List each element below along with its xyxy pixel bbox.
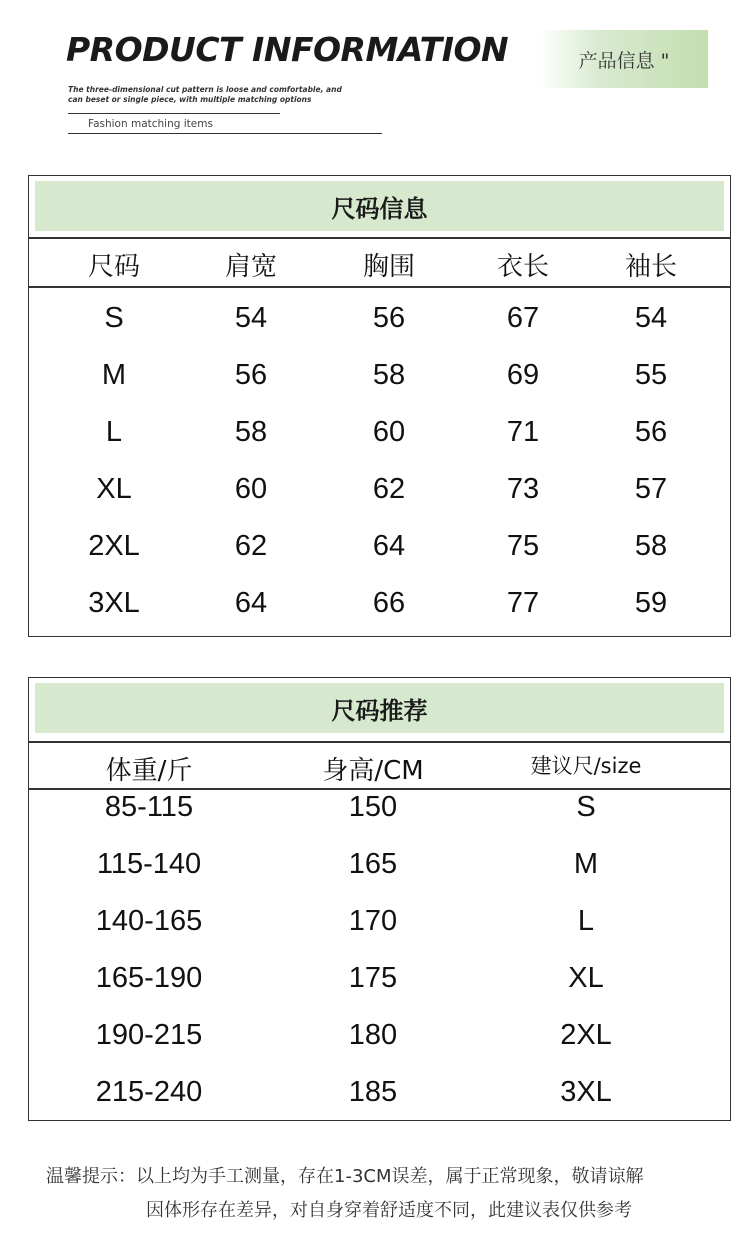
- divider: [29, 741, 730, 743]
- divider: [29, 788, 730, 790]
- table-cell: 165-190: [95, 962, 203, 994]
- table-cell: XL: [568, 962, 604, 994]
- table-cell: M: [101, 359, 127, 391]
- table-cell: M: [573, 848, 599, 880]
- table-cell: 54: [234, 302, 268, 334]
- table-cell: 77: [506, 587, 540, 619]
- divider: [29, 286, 730, 288]
- table-cell: 185: [348, 1076, 398, 1108]
- divider: [68, 133, 382, 134]
- table-cell: 59: [634, 587, 668, 619]
- column-header: 胸围: [362, 252, 416, 282]
- table-cell: 64: [372, 530, 406, 562]
- table-cell: 60: [234, 473, 268, 505]
- table-cell: S: [104, 302, 124, 334]
- table-cell: 190-215: [95, 1019, 203, 1051]
- table-cell: L: [577, 905, 595, 937]
- table-cell: 75: [506, 530, 540, 562]
- table-cell: 57: [634, 473, 668, 505]
- table-cell: 54: [634, 302, 668, 334]
- size-recommend-title: 尺码推荐: [35, 683, 724, 733]
- divider: [68, 113, 280, 114]
- table-cell: 69: [506, 359, 540, 391]
- column-header: 袖长: [624, 252, 678, 282]
- table-cell: 165: [348, 848, 398, 880]
- table-cell: XL: [96, 473, 132, 505]
- size-info-title: 尺码信息: [35, 181, 724, 231]
- table-cell: 55: [634, 359, 668, 391]
- table-cell: 60: [372, 416, 406, 448]
- notice-line-1: 温馨提示：以上均为手工测量，存在1-3CM误差，属于正常现象，敬请谅解: [46, 1166, 644, 1187]
- subtitle-line-2: can beset or single piece, with multiple matching options: [68, 95, 312, 104]
- section-badge: 产品信息 ": [540, 30, 708, 88]
- table-cell: 180: [348, 1019, 398, 1051]
- notice-line-2: 因体形存在差异，对自身穿着舒适度不同，此建议表仅供参考: [146, 1200, 632, 1221]
- table-cell: 170: [348, 905, 398, 937]
- column-header: 体重/斤: [105, 756, 193, 786]
- subtitle-line-1: The three-dimensional cut pattern is loose and comfortable, and: [68, 85, 342, 94]
- table-cell: S: [576, 791, 596, 823]
- table-cell: 66: [372, 587, 406, 619]
- table-cell: 3XL: [560, 1076, 612, 1108]
- table-cell: 3XL: [88, 587, 140, 619]
- column-header: 身高/CM: [322, 756, 424, 786]
- table-cell: 215-240: [95, 1076, 203, 1108]
- table-cell: 56: [634, 416, 668, 448]
- table-cell: 115-140: [96, 848, 202, 880]
- table-cell: 71: [506, 416, 540, 448]
- page-title: PRODUCT INFORMATION: [66, 30, 509, 69]
- column-header: 建议尺/size: [530, 754, 642, 778]
- table-cell: 58: [234, 416, 268, 448]
- table-cell: 58: [634, 530, 668, 562]
- table-cell: 56: [234, 359, 268, 391]
- table-cell: 64: [234, 587, 268, 619]
- column-header: 肩宽: [224, 252, 278, 282]
- table-cell: 2XL: [560, 1019, 612, 1051]
- table-cell: 140-165: [95, 905, 203, 937]
- column-header: 衣长: [496, 252, 550, 282]
- divider: [29, 237, 730, 239]
- size-info-table: [28, 175, 731, 637]
- table-cell: 67: [506, 302, 540, 334]
- table-cell: 85-115: [104, 791, 194, 823]
- table-cell: 175: [348, 962, 398, 994]
- size-recommend-table: [28, 677, 731, 1121]
- table-cell: 56: [372, 302, 406, 334]
- subtitle: [68, 85, 342, 105]
- table-cell: 2XL: [88, 530, 140, 562]
- tagline: Fashion matching items: [88, 118, 213, 130]
- column-header: 尺码: [87, 252, 141, 282]
- table-cell: 62: [372, 473, 406, 505]
- table-cell: 62: [234, 530, 268, 562]
- table-cell: L: [105, 416, 123, 448]
- table-cell: 150: [348, 791, 398, 823]
- table-cell: 58: [372, 359, 406, 391]
- table-cell: 73: [506, 473, 540, 505]
